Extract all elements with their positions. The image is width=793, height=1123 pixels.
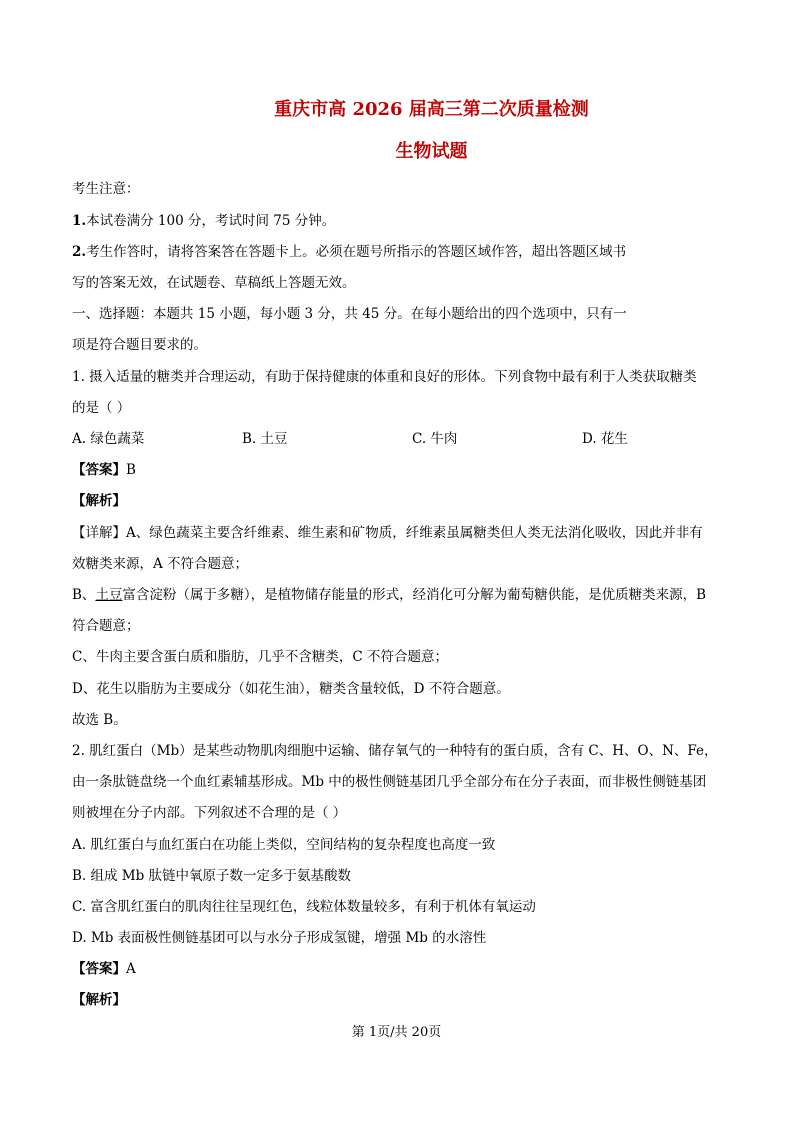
notice-item-2 [72,243,626,261]
notice-label: 考生注意： [72,181,140,197]
question-1-option-d: D. 花生 [582,431,628,447]
question-2-stem-2: 由一条肽链盘绕一个血红素辅基形成。Mb 中的极性侧链基团几乎全部分布在分子表面，而非极性侧链基团 [72,774,707,790]
question-2-stem-3: 则被埋在分子内部。下列叙述不合理的是（ ） [72,805,347,821]
page-subtitle: 生物试题 [395,141,468,162]
detail-rest: 富含淀粉（属于多糖），是植物储存能量的形式，经消化可分解为葡萄糖供能，是优质糖类来源，B [122,587,707,603]
detail-underlined: 土豆 [95,587,123,603]
question-1-detail-5: C、牛肉主要含蛋白质和脂肪，几乎不含糖类，C 不符合题意； [72,649,448,665]
question-1-detail-6: D、花生以脂肪为主要成分（如花生油），糖类含量较低，D 不符合题意。 [72,681,510,697]
question-1-answer [72,461,136,479]
question-2-option-b: B. 组成 Mb 肽链中氧原子数一定多于氨基酸数 [72,868,352,884]
notice-item-1-number: 1. [72,213,87,229]
question-2-stem: 2. 肌红蛋白（Mb）是某些动物肌肉细胞中运输、储存氧气的一种特有的蛋白质，含有 C、H、O、N、Fe， [72,743,718,759]
section-heading: 一、选择题：本题共 15 小题，每小题 3 分，共 45 分。在每小题给出的四个选项中，只有一 [72,306,627,322]
page-number: 第 1页/共 20页 [351,1025,442,1040]
question-1-conclusion: 故选 B。 [72,712,127,728]
page-title: 重庆市高 2026 届高三第二次质量检测 [274,99,589,120]
notice-item-2-number: 2. [72,244,87,260]
notice-item-2-text: 考生作答时，请将答案答在答题卡上。必须在题号所指示的答题区域作答，超出答题区域书 [86,244,627,260]
question-1-option-c: C. 牛肉 [412,431,458,447]
question-1-stem-continued: 的是（ ） [72,400,131,416]
question-2-answer [72,960,136,978]
question-1-detail-3 [72,586,706,604]
section-heading-continued: 项是符合题目要求的。 [72,337,207,353]
notice-item-2-continued: 写的答案无效，在试题卷、草稿纸上答题无效。 [72,275,356,291]
question-1-option-a: A. 绿色蔬菜 [72,431,145,447]
answer-value: B [126,462,136,478]
question-1-analysis-label: 【解析】 [72,493,126,509]
question-2-analysis-label: 【解析】 [72,992,126,1008]
question-1-detail-2: 效糖类来源，A 不符合题意； [72,556,249,572]
question-2-option-c: C. 富含肌红蛋白的肌肉往往呈现红色，线粒体数量较多，有利于机体有氧运动 [72,899,536,915]
question-1-option-b: B. 土豆 [242,431,288,447]
answer-label: 【答案】 [72,462,126,478]
question-1-stem: 1. 摄入适量的糖类并合理运动，有助于保持健康的体重和良好的形体。下列食物中最有利于人类获取糖类 [72,369,697,385]
detail-prefix: B、 [72,587,96,603]
question-1-detail-1: 【详解】A、绿色蔬菜主要含纤维素、维生素和矿物质，纤维素虽属糖类但人类无法消化吸收，因此并非有 [72,525,703,541]
answer-value: A [126,961,136,977]
question-2-option-a: A. 肌红蛋白与血红蛋白在功能上类似，空间结构的复杂程度也高度一致 [72,837,496,853]
question-1-detail-4: 符合题意； [72,618,140,634]
answer-label: 【答案】 [72,961,126,977]
notice-item-1 [72,212,335,230]
question-2-option-d: D. Mb 表面极性侧链基团可以与水分子形成氢键，增强 Mb 的水溶性 [72,930,487,946]
notice-item-1-text: 本试卷满分 100 分，考试时间 75 分钟。 [86,213,336,229]
